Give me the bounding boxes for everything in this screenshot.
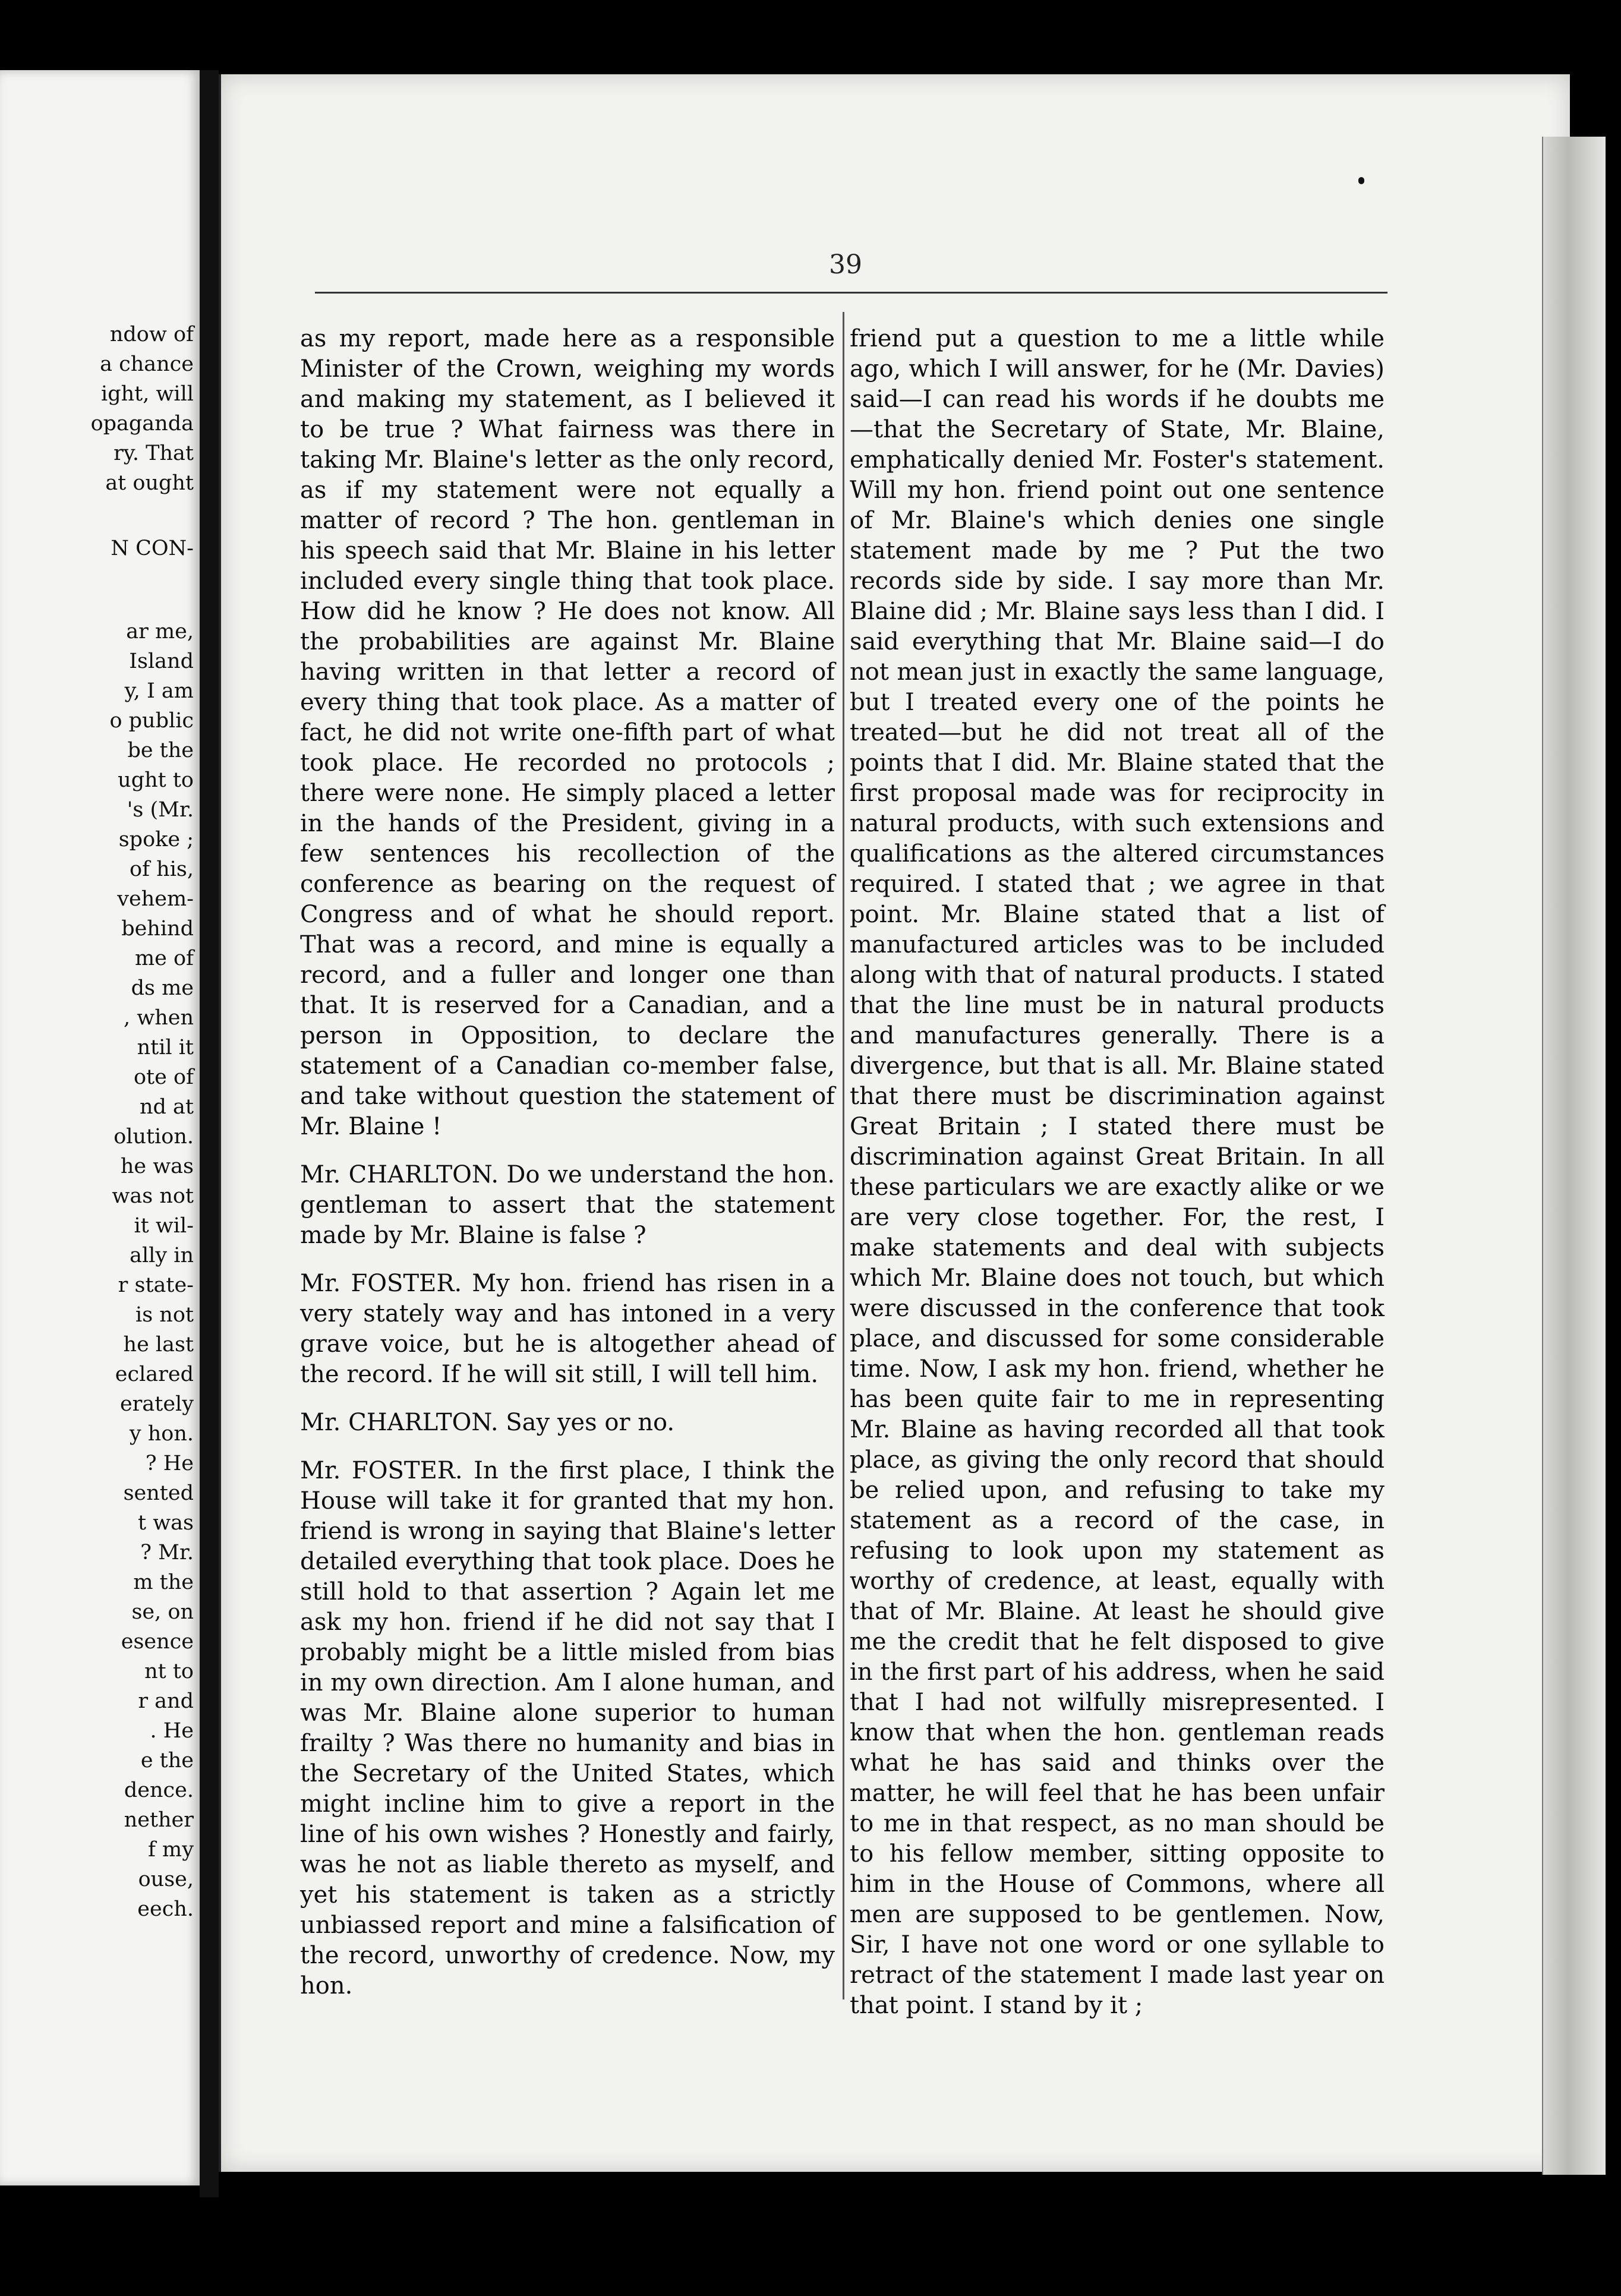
facing-page-line: he was: [120, 1155, 194, 1178]
facing-page-line: . He: [150, 1719, 194, 1743]
facing-page-line: ught to: [118, 768, 194, 792]
text-column-right: [850, 324, 1385, 2021]
facing-page-line: opaganda: [90, 412, 194, 436]
facing-page-line: spoke ;: [118, 828, 194, 851]
text-column-left: [300, 324, 835, 2001]
facing-page-line: ally in: [130, 1244, 194, 1267]
facing-page-line: nether: [124, 1808, 194, 1832]
facing-page-line: N CON-: [111, 537, 194, 560]
speck-mark: [1358, 177, 1364, 184]
facing-page-line: ds me: [131, 976, 194, 1000]
facing-page-line: ? Mr.: [140, 1541, 194, 1565]
facing-page-line: t was: [138, 1511, 194, 1535]
facing-page-line: erately: [119, 1392, 194, 1416]
facing-page-line: ? He: [145, 1452, 194, 1475]
facing-page-line: is not: [135, 1303, 194, 1327]
facing-page-line: ntil it: [137, 1036, 194, 1059]
facing-page-line: be the: [127, 739, 194, 762]
facing-page-line: ote of: [133, 1065, 194, 1089]
facing-page-line: at ought: [105, 471, 194, 495]
facing-page-line: m the: [133, 1570, 194, 1594]
facing-page-line: e the: [140, 1749, 194, 1773]
facing-page-line: y hon.: [129, 1422, 194, 1446]
paragraph: friend put a question to me a little while ago, which I will answer, for he (Mr. Davies) said—I can read his words if he doubts me—that the Secretary of State, Mr. Blaine, emphatically denied Mr. Foster's statement. Will my hon. friend point out one sentence of Mr. Blaine's which denies one single statement made by me ? Put the two records side by side. I say more than Mr. Blaine did ; Mr. Blaine says less than I did. I said everything that Mr. Blaine said—I do not mean just in exactly the same language, but I treated every one of the points he treated—but he did not treat all of the points that I did. Mr. Blaine stated that the first proposal made was for reciprocity in natural products, with such extensions and qualifications as the altered circumstances required. I stated that ; we agree in that point. Mr. Blaine stated that a list of manufactured articles was to be included along with that of natural products. I stated that the line must be in natural products and manufactures generally. There is a divergence, but that is all. Mr. Blaine stated that there must be discrimination against Great Britain ; I stated there must be discrimination against Great Britain. In all these particulars we are exactly alike or we are very close together. For, the rest, I make statements and deal with subjects which Mr. Blaine does not touch, but which were discussed in the conference that took place, and discussed for some considerable time. Now, I ask my hon. friend, whether he has been quite fair to me in representing Mr. Blaine as having recorded all that took place, as giving the only record that should be relied upon, and refusing to take my statement as a record of the case, in refusing to look upon my statement as worthy of credence, at least, equally with that of Mr. Blaine. At least he should give me the credit that he felt disposed to give in the first part of his address, when he said that I had not wilfully misrepresented. I know that when the hon. gentleman reads what he has said and thinks over the matter, he will feel that he has been unfair to me in that respect, as no man should be to his fellow member, sitting opposite to him in the House of Commons, where all men are supposed to be gentlemen. Now, Sir, I have not one word or one syllable to retract of the statement I made last year on that point. I stand by it ;: [850, 325, 1385, 2019]
facing-page: [0, 70, 201, 2185]
facing-page-line: se, on: [131, 1600, 194, 1624]
paragraph: Mr. FOSTER. My hon. friend has risen in a very stately way and has intoned in a very grave voice, but he is altogether ahead of the record. If he will sit still, I will tell him.: [300, 1270, 835, 1388]
header-rule: [315, 292, 1387, 294]
book-gutter: [200, 70, 219, 2197]
facing-page-line: , when: [123, 1006, 194, 1030]
facing-page-line: ar me,: [126, 620, 194, 644]
paragraph: as my report, made here as a responsible Minister of the Crown, weighing my words and making my statement, as I believed it to be true ? What fairness was there in taking Mr. Blaine's letter as the only record, as if my statement were not equally a matter of record ? The hon. gentleman in his speech said that Mr. Blaine in his letter included every single thing that took place. How did he know ? He does not know. All the probabilities are against Mr. Blaine having written in that letter a record of every thing that took place. As a matter of fact, he did not write one-fifth part of what took place. He recorded no protocols ; there were none. He simply placed a letter in the hands of the President, giving in a few sentences his recollection of the conference as bearing on the request of Congress and of what he should report. That was a record, and mine is equally a record, and a fuller and longer one than that. It is reserved for a Canadian, and a person in Opposition, to declare the statement of a Canadian co-member false, and take without question the statement of Mr. Blaine !: [300, 325, 835, 1140]
facing-page-line: me of: [134, 947, 194, 970]
facing-page-line: r state-: [118, 1273, 194, 1297]
facing-page-line: ry. That: [113, 441, 194, 465]
facing-page-line: vehem-: [117, 887, 194, 911]
facing-page-line: sented: [123, 1481, 194, 1505]
facing-page-line: ndow of: [109, 323, 194, 346]
facing-page-line: esence: [121, 1630, 194, 1654]
facing-page-line: y, I am: [124, 679, 194, 703]
facing-page-line: eclared: [115, 1363, 194, 1386]
facing-page-line: f my: [147, 1838, 194, 1862]
facing-page-line: of his,: [130, 857, 194, 881]
facing-page-line: o public: [109, 709, 194, 733]
facing-page-line: ouse,: [138, 1868, 194, 1891]
paragraph: Mr. CHARLTON. Say yes or no.: [300, 1409, 675, 1436]
facing-page-line: was not: [112, 1184, 194, 1208]
facing-page-line: he last: [123, 1333, 194, 1357]
column-divider: [843, 312, 844, 1999]
facing-page-line: dence.: [124, 1778, 194, 1802]
page-number: 39: [829, 250, 862, 280]
facing-page-line: eech.: [137, 1897, 194, 1921]
facing-page-line: Island: [129, 649, 194, 673]
paragraph: Mr. CHARLTON. Do we understand the hon. gentleman to assert that the statement made by Mr. Blaine is false ?: [300, 1161, 835, 1249]
facing-page-line: nt to: [144, 1660, 194, 1683]
facing-page-line: ight, will: [101, 382, 194, 406]
facing-page-line: nd at: [139, 1095, 194, 1119]
facing-page-line: a chance: [100, 352, 194, 376]
facing-page-line: r and: [138, 1689, 194, 1713]
facing-page-line: olution.: [113, 1125, 194, 1149]
page-edge: [1542, 137, 1606, 2175]
facing-page-line: it wil-: [134, 1214, 194, 1238]
facing-page-line: 's (Mr.: [127, 798, 194, 822]
paragraph: Mr. FOSTER. In the first place, I think the House will take it for granted that my hon. friend is wrong in saying that Blaine's letter detailed everything that took place. Does he still hold to that assertion ? Again let me ask my hon. friend if he did not say that I probably might be a little misled from bias in my own direction. Am I alone human, and was Mr. Blaine alone superior to human frailty ? Was there no humanity and bias in the Secretary of the United States, which might incline him to give a report in the line of his own wishes ? Honestly and fairly, was he not as liable thereto as myself, and yet his statement is taken as a strictly unbiassed report and mine a falsification of the record, unworthy of credence. Now, my hon.: [300, 1457, 835, 1999]
facing-page-line: behind: [121, 917, 194, 941]
